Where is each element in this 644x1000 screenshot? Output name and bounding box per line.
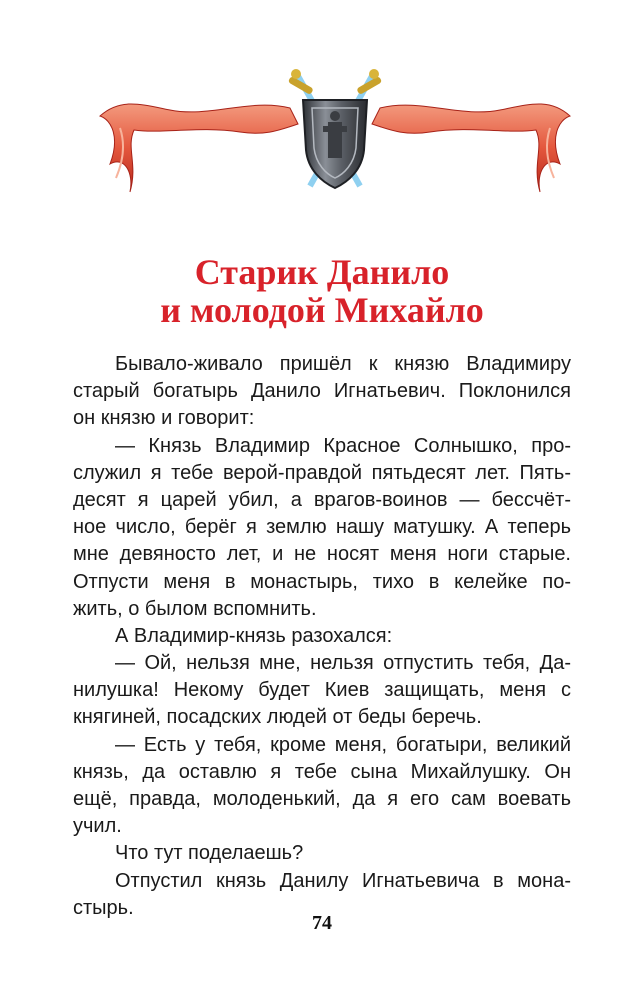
text-line: старый богатырь Данило Игнатьевич. Поклонился	[73, 380, 571, 403]
text-line: А Владимир-князь разохался:	[115, 624, 393, 647]
text-line: Что тут поделаешь?	[115, 842, 304, 865]
text-line: он князю и говорит:	[73, 407, 255, 430]
text-line: учил.	[73, 815, 122, 838]
chapter-title-line-1: Старик Данило	[194, 252, 450, 292]
text-line: — Ой, нельзя мне, нельзя отпустить тебя, Да-	[115, 652, 571, 675]
text-line: Бывало-живало пришёл к князю Владимиру	[115, 353, 571, 375]
text-line: — Князь Владимир Красное Солнышко, про-	[115, 434, 571, 457]
body-text	[73, 351, 571, 922]
text-line: ное число, берёг я землю нашу матушку. А теперь	[73, 516, 571, 539]
text-line: нилушка! Некому будет Киев защищать, меня с	[73, 679, 571, 702]
chapter-title-line-2: и молодой Михайло	[160, 290, 484, 330]
text-line: ещё, правда, молоденький, да я его сам воевать	[73, 788, 571, 810]
page-number: 74	[312, 912, 332, 934]
text-line: княгиней, посадских людей от беды беречь.	[73, 706, 482, 729]
text-line: стырь.	[73, 896, 134, 919]
text-line: служил я тебе верой-правдой пятьдесят лет. Пять-	[73, 461, 571, 484]
text-line: — Есть у тебя, кроме меня, богатыри, великий	[115, 733, 571, 756]
text-line: десят я царей убил, а врагов-воинов — бессчёт-	[73, 488, 571, 511]
text-line: Отпустил князь Данилу Игнатьевича в мона-	[115, 869, 571, 892]
text-line: мне девяносто лет, и не носят меня ноги старые.	[73, 543, 571, 566]
shield-swords-ribbon-icon	[90, 68, 580, 196]
text-line: жить, о былом вспомнить.	[73, 597, 317, 620]
text-line: Отпусти меня в монастырь, тихо в келейке по-	[73, 570, 571, 593]
text-line: князь, да оставлю я тебе сына Михайлушку. Он	[73, 760, 571, 783]
